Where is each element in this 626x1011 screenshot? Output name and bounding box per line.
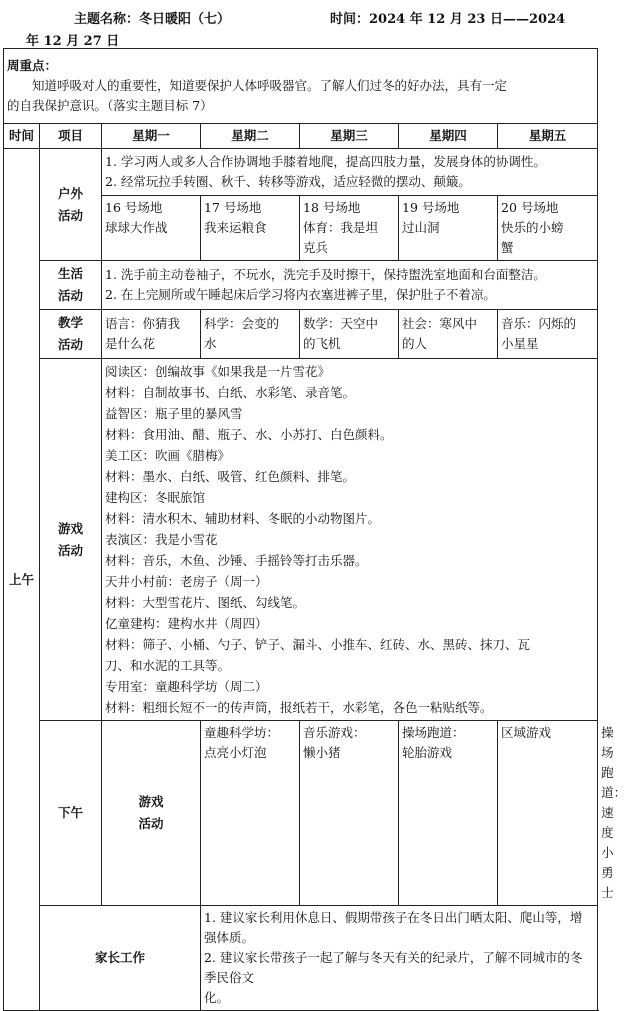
games-line: 亿童建构：建构水井（周四） (105, 616, 268, 631)
column-header-row (4, 124, 598, 149)
col-tue: 星期二 (201, 124, 300, 149)
games-line: 材料：筛子、小桶、勺子、铲子、漏斗、小推车、红砖、水、黑砖、抹刀、瓦 (105, 637, 531, 652)
outdoor-row-1 (4, 149, 598, 196)
outdoor-wed: 18 号场地 体育：我是坦 克兵 (300, 196, 399, 261)
outdoor-goal-1: 1. 学习两人或多人合作协调地手膝着地爬，提高四肢力量，发展身体的协调性。 (105, 154, 546, 169)
games-row (4, 359, 598, 721)
games-line: 刀、和水泥的工具等。 (105, 658, 231, 673)
outdoor-mon: 16 号场地 球球大作战 (102, 196, 201, 261)
focus-text-1: 知道呼吸对人的重要性，知道要保护人体呼吸器官。了解人们过冬的好办法，具有一定 (32, 78, 508, 93)
teaching-row (4, 310, 598, 359)
games-line: 益智区：瓶子里的暴风雪 (105, 406, 243, 421)
games-line: 材料：粗细长短不一的传声筒，报纸若干，水彩笔，各色一粘贴纸等。 (105, 700, 493, 715)
games-line: 材料：墨水、白纸、吸管、红色颜料、排笔。 (105, 469, 356, 484)
parents-row (4, 906, 598, 1011)
games-label: 游戏 活动 (40, 359, 102, 721)
games-line: 表演区：我是小雪花 (105, 532, 218, 547)
outdoor-goal-2: 2. 经常玩拉手转圈、秋千、转移等游戏，适应轻微的摆动、颠簸。 (105, 174, 471, 189)
games-line: 天井小村前：老房子（周一） (105, 574, 268, 589)
teaching-label: 教学 活动 (40, 310, 102, 359)
life-goal-1: 1. 洗手前主动卷袖子，不玩水，洗完手及时擦干，保持盥洗室地面和台面整洁。 (105, 267, 546, 282)
pm-thu: 区域游戏 (498, 721, 598, 906)
col-mon: 星期一 (102, 124, 201, 149)
games-line: 材料：清水积木、辅助材料、冬眠的小动物图片。 (105, 511, 381, 526)
weekly-plan-table (3, 48, 626, 1011)
col-item: 项目 (40, 124, 102, 149)
outdoor-label: 户外 活动 (40, 149, 102, 261)
parents-text-1: 1. 建议家长利用休息日、假期带孩子在冬日出门晒太阳、爬山等，增强体质。 (204, 910, 583, 945)
life-label: 生活 活动 (40, 261, 102, 310)
games-line: 建构区：冬眠旅馆 (105, 490, 206, 505)
date-range: 时间：2024 年 12 月 23 日——2024 (330, 12, 566, 27)
col-wed: 星期三 (300, 124, 399, 149)
pm-wed: 操场跑道： 轮胎游戏 (399, 721, 498, 906)
games-line: 专用室：童趣科学坊（周二） (105, 679, 268, 694)
teaching-fri: 音乐：闪烁的 小星星 (498, 310, 598, 359)
pm-tue: 音乐游戏： 懒小猪 (300, 721, 399, 906)
life-goal-2: 2. 在上完厕所或午睡起床后学习将内衣塞进裤子里，保护肚子不着凉。 (105, 287, 496, 302)
parents-text-2: 2. 建议家长带孩子一起了解与冬天有关的纪录片，了解不同城市的冬季民俗文 (204, 950, 583, 985)
teaching-mon: 语言：你猜我 是什么花 (102, 310, 201, 359)
games-content (102, 359, 598, 721)
col-fri: 星期五 (498, 124, 598, 149)
teaching-tue: 科学：会变的 水 (201, 310, 300, 359)
parents-label: 家长工作 (40, 906, 201, 1011)
pm-games-label: 游戏 活动 (102, 721, 201, 906)
col-thu: 星期四 (399, 124, 498, 149)
games-line: 美工区：吹画《腊梅》 (105, 448, 231, 463)
teaching-wed: 数学：天空中 的飞机 (300, 310, 399, 359)
games-line: 材料：大型雪花片、图纸、勾线笔。 (105, 595, 306, 610)
afternoon-row: 下午 游戏 活动 童趣科学坊： 点亮小灯泡 音乐游戏： 懒小猪 操场跑道： 轮胎游戏 区域游戏 操场跑道： 速度小勇士 (4, 721, 598, 906)
date-range-end: 年 12 月 27 日 (26, 34, 120, 49)
games-line: 材料：自制故事书、白纸、水彩笔、录音笔。 (105, 385, 356, 400)
theme-title: 主题名称：冬日暖阳（七） (74, 12, 231, 27)
focus-title: 周重点： (7, 58, 58, 73)
afternoon-label: 下午 (40, 721, 102, 906)
focus-text-2: 的自我保护意识。（落实主题目标 7） (7, 98, 213, 113)
life-row (4, 261, 598, 310)
pm-mon: 童趣科学坊： 点亮小灯泡 (201, 721, 300, 906)
page-header (0, 0, 600, 48)
parents-text-3: 化。 (204, 990, 230, 1005)
teaching-thu: 社会：寒风中 的人 (399, 310, 498, 359)
outdoor-tue: 17 号场地 我来运粮食 (201, 196, 300, 261)
focus-row (4, 49, 598, 124)
games-line: 阅读区：创编故事《如果我是一片雪花》 (105, 364, 331, 379)
outdoor-thu: 19 号场地 过山洞 (399, 196, 498, 261)
games-line: 材料：食用油、醋、瓶子、水、小苏打、白色颜料。 (105, 427, 393, 442)
morning-label: 上午 (4, 149, 40, 1011)
col-time: 时间 (4, 124, 40, 149)
outdoor-fri: 20 号场地 快乐的小螃 蟹 (498, 196, 598, 261)
games-line: 材料：音乐，木鱼、沙锤、手摇铃等打击乐器。 (105, 553, 368, 568)
